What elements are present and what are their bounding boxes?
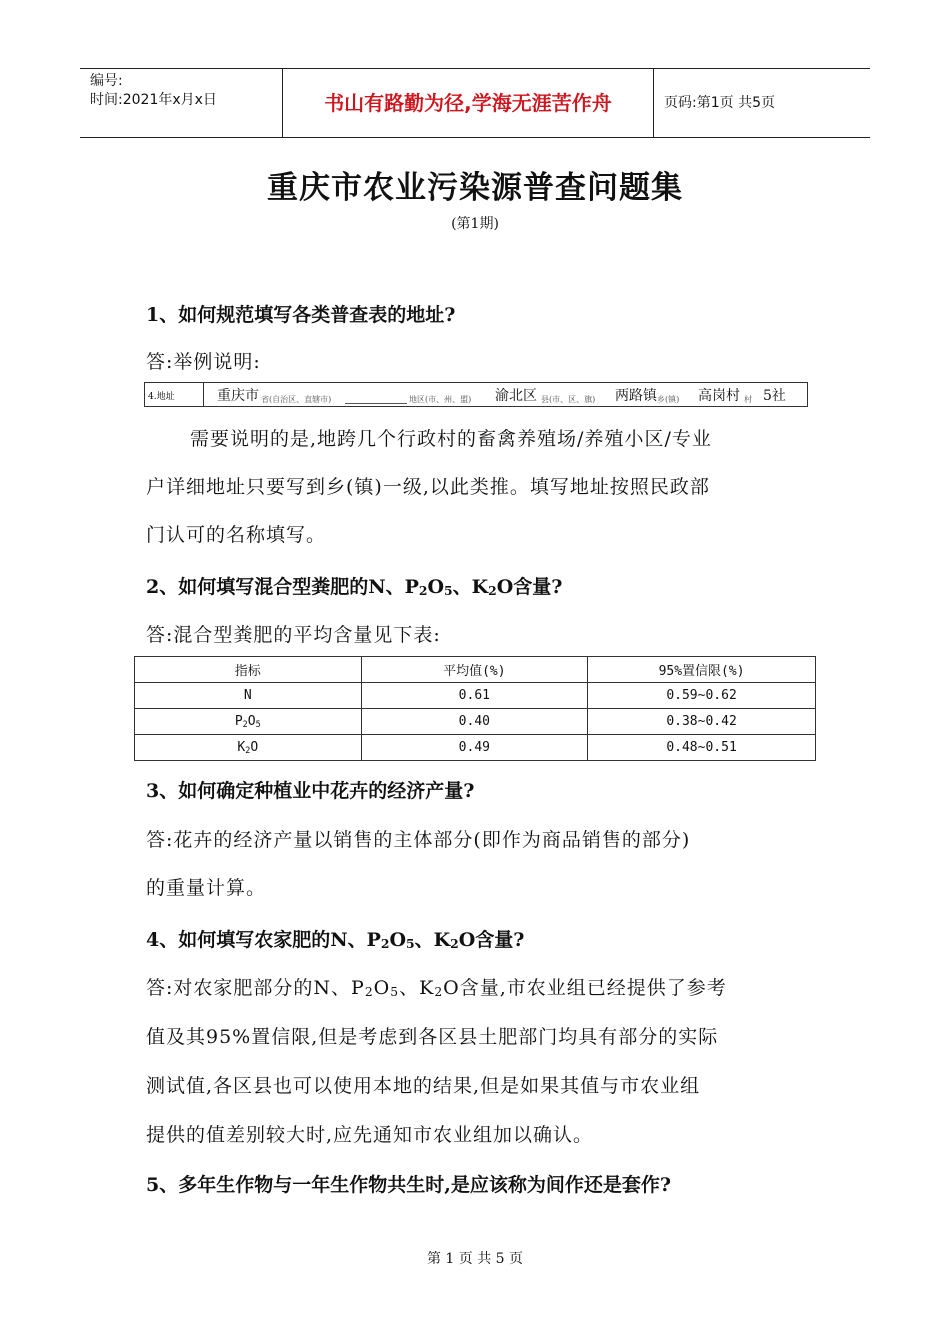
document-title: 重庆市农业污染源普查问题集 xyxy=(267,170,683,206)
page-info: 页码:第1页 共5页 xyxy=(664,95,775,111)
table-cell: $P_2O_5$ xyxy=(135,709,362,735)
village-value: 高岗村 xyxy=(698,388,740,404)
answer-3-line-1: 答:花卉的经济产量以销售的主体部分(即作为商品销售的部分) xyxy=(146,829,691,851)
table-row xyxy=(135,735,816,761)
table-header: 95%置信限(%) xyxy=(588,657,816,683)
answer-4-line-1: 答:对农家肥部分的N、$P_2O_5$、$K_2O$含量,市农业组已经提供了参考 xyxy=(146,977,727,999)
form-divider xyxy=(203,383,204,406)
question-2: 2、如何填写混合型粪肥的N、$P_2O_5$、$K_2O$含量? xyxy=(146,576,563,598)
answer-1-intro: 答:举例说明: xyxy=(146,351,261,373)
question-1: 1、如何规范填写各类普查表的地址? xyxy=(146,304,456,326)
table-cell: 0.49 xyxy=(361,735,588,761)
address-label: 4.地址 xyxy=(148,392,175,402)
district-hint: 县(市、区、旗) xyxy=(541,395,596,404)
answer-1-line-2: 户详细地址只要写到乡(镇)一级,以此类推。填写地址按照民政部 xyxy=(146,476,710,498)
table-header: 平均值(%) xyxy=(361,657,588,683)
province-hint: 省(自治区、直辖市) xyxy=(261,395,332,404)
answer-3-line-2: 的重量计算。 xyxy=(146,877,267,899)
address-form-sample xyxy=(144,382,808,407)
table-cell: 0.38~0.42 xyxy=(588,709,816,735)
village-hint: 村 xyxy=(744,395,752,404)
motto: 书山有路勤为径,学海无涯苦作舟 xyxy=(283,69,654,137)
table-cell: 0.59~0.62 xyxy=(588,683,816,709)
table-cell: 0.48~0.51 xyxy=(588,735,816,761)
question-4: 4、如何填写农家肥的N、$P_2O_5$、$K_2O$含量? xyxy=(146,929,525,951)
fertilizer-content-table xyxy=(134,656,816,761)
province-value: 重庆市 xyxy=(217,388,259,404)
group-value: 5社 xyxy=(763,388,786,404)
page-footer: 第 1 页 共 5 页 xyxy=(426,1251,524,1267)
question-5: 5、多年生作物与一年生作物共生时,是应该称为间作还是套作? xyxy=(146,1174,671,1196)
table-header-row xyxy=(135,657,816,683)
answer-1-line-1: 需要说明的是,地跨几个行政村的畜禽养殖场/养殖小区/专业 xyxy=(190,428,712,450)
answer-2-intro: 答:混合型粪肥的平均含量见下表: xyxy=(146,624,441,646)
table-cell: $K_2O$ xyxy=(135,735,362,761)
question-3: 3、如何确定种植业中花卉的经济产量? xyxy=(146,780,475,802)
town-hint: 乡(镇) xyxy=(657,395,680,404)
header-meta-cell xyxy=(80,69,283,137)
answer-4-line-2: 值及其95%置信限,但是考虑到各区县土肥部门均具有部分的实际 xyxy=(146,1026,719,1048)
district-value: 渝北区 xyxy=(495,388,537,404)
header-bar xyxy=(80,68,870,138)
table-cell: N xyxy=(135,683,362,709)
answer-4-line-4: 提供的值差别较大时,应先通知市农业组加以确认。 xyxy=(146,1124,594,1146)
town-value: 两路镇 xyxy=(615,388,657,404)
time-label: 时间:2021年x月x日 xyxy=(90,92,217,108)
table-cell: 0.40 xyxy=(361,709,588,735)
answer-4-line-3: 测试值,各区县也可以使用本地的结果,但是如果其值与市农业组 xyxy=(146,1075,701,1097)
table-header: 指标 xyxy=(135,657,362,683)
issue-number: (第1期) xyxy=(451,216,499,232)
number-label: 编号: xyxy=(90,73,123,89)
table-cell: 0.61 xyxy=(361,683,588,709)
prefecture-underline xyxy=(345,403,407,404)
table-row xyxy=(135,683,816,709)
table-row xyxy=(135,709,816,735)
prefecture-hint: 地区(市、州、盟) xyxy=(409,395,472,404)
answer-1-line-3: 门认可的名称填写。 xyxy=(146,524,327,546)
